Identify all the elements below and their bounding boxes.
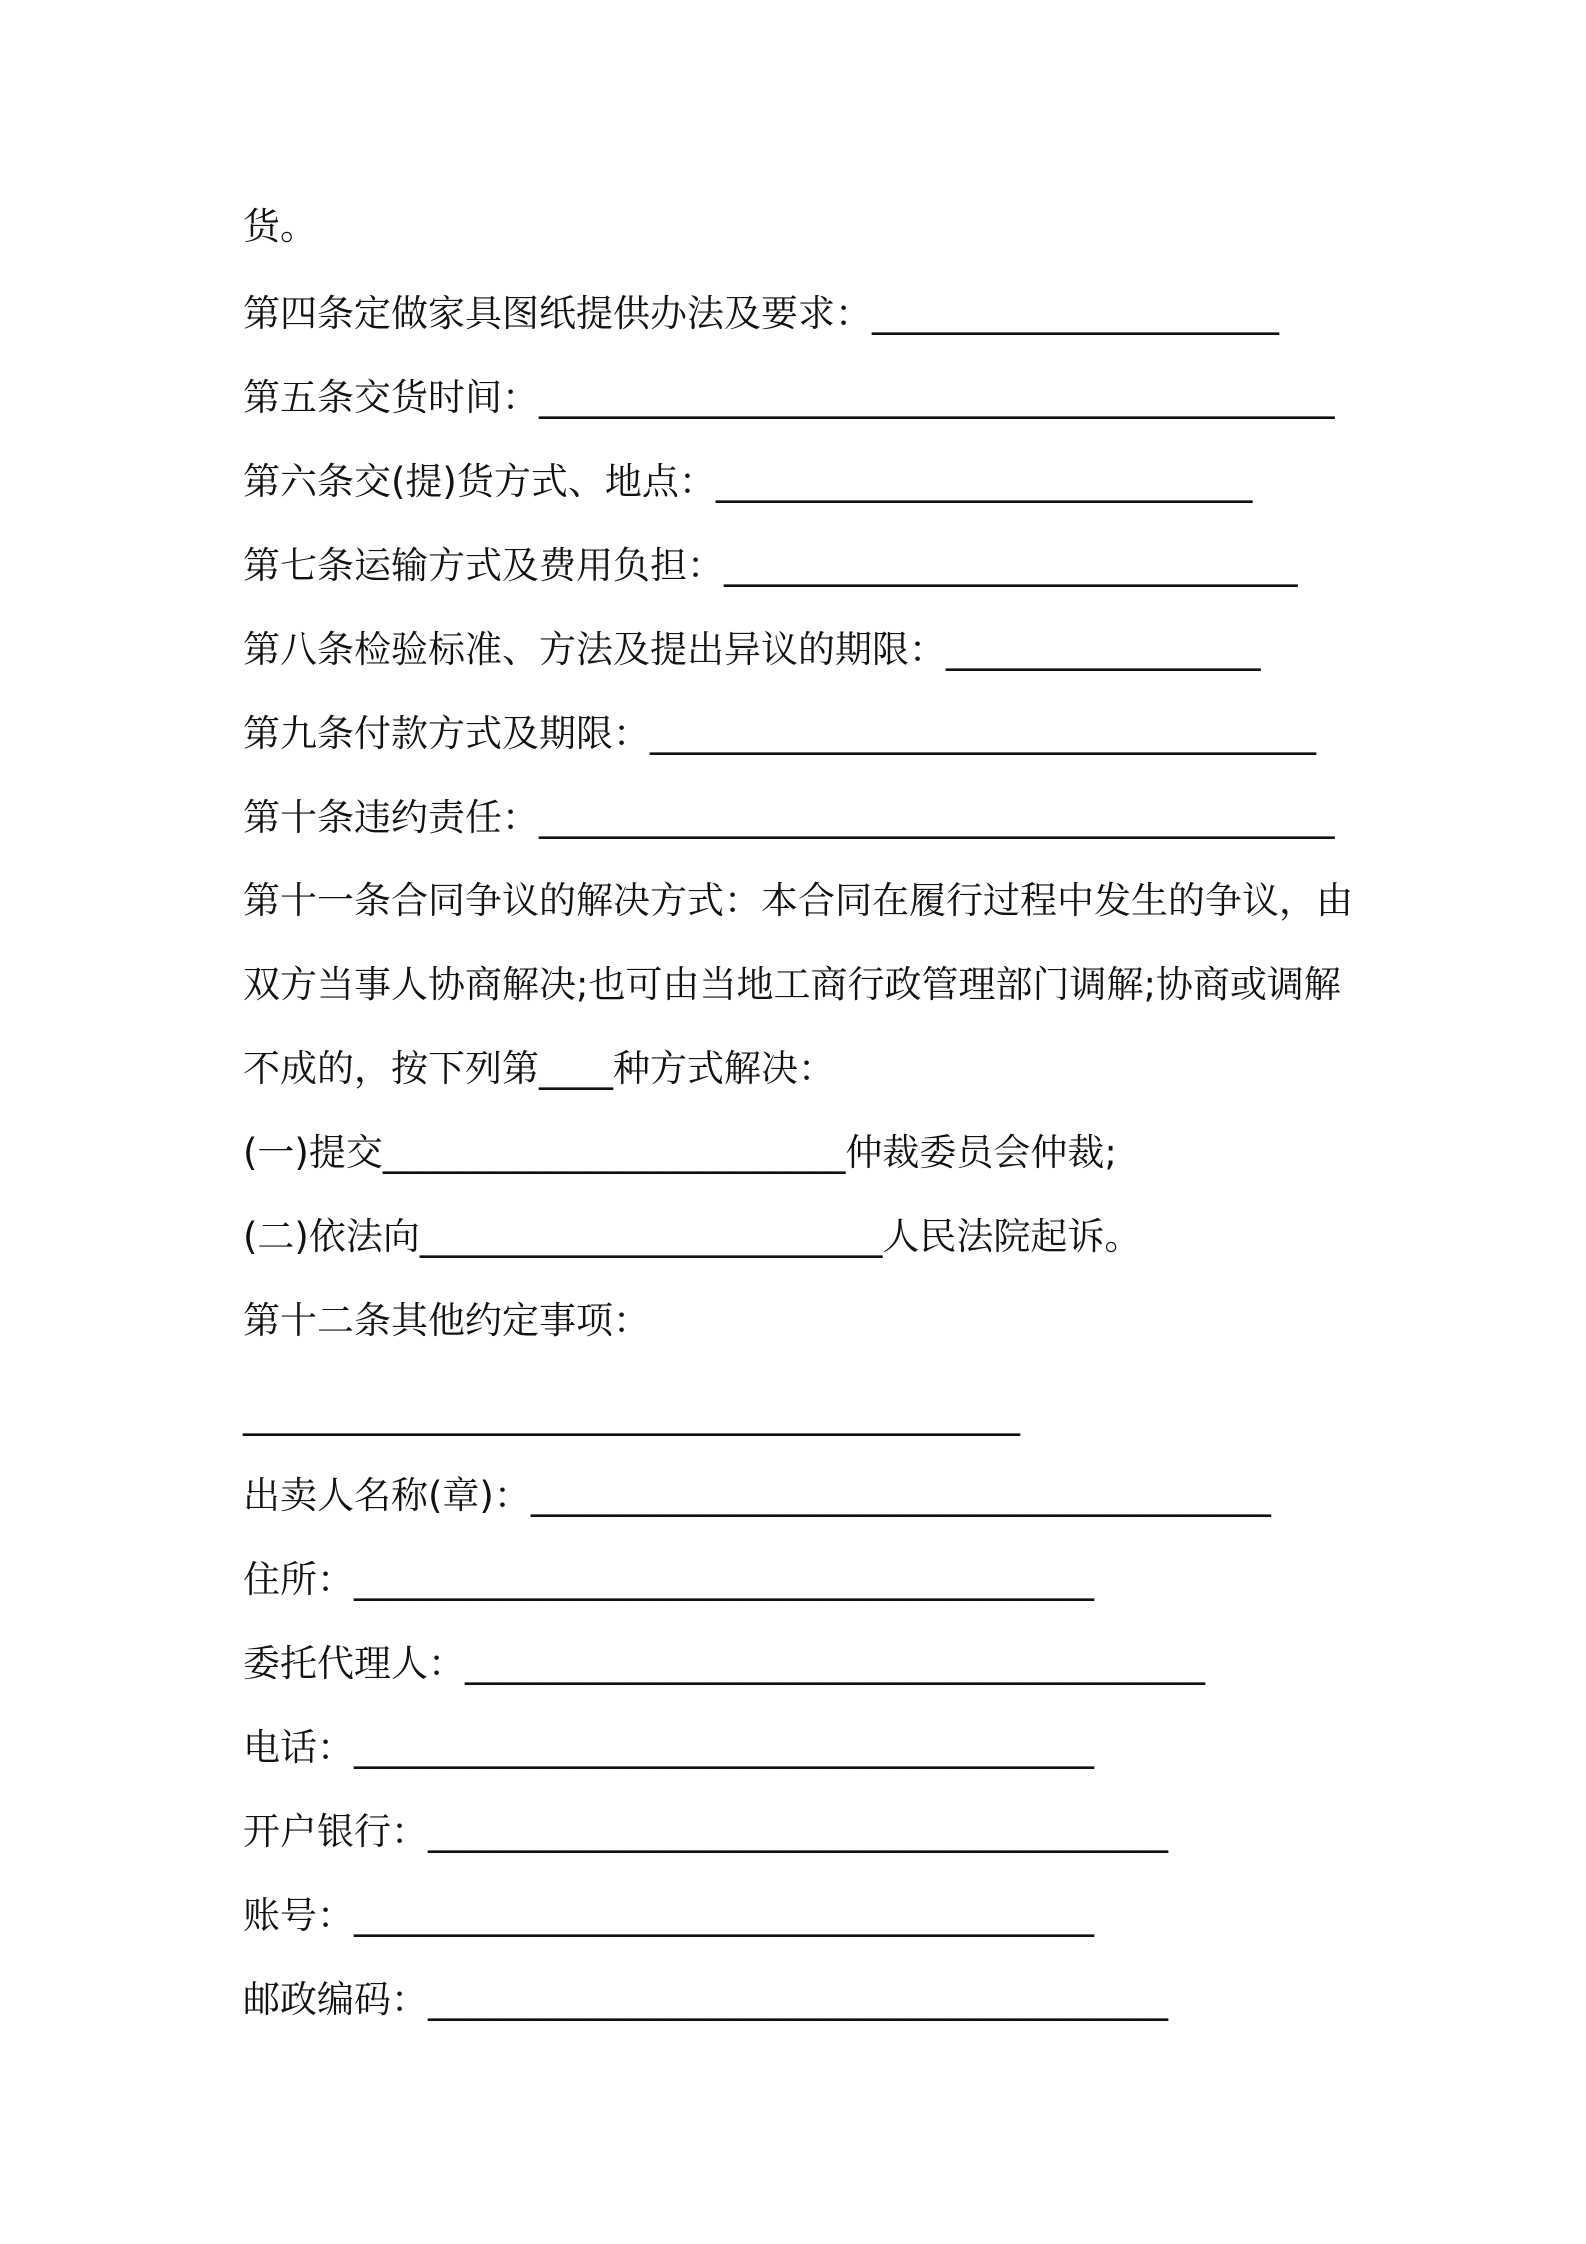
text-line-address: 住所：________________________________________ bbox=[243, 1558, 1094, 1601]
text-line-article-5: 第五条交货时间：___________________________________________ bbox=[243, 376, 1335, 419]
text-line-article-4: 第四条定做家具图纸提供办法及要求：______________________ bbox=[243, 292, 1279, 335]
text-line-article-9: 第九条付款方式及期限：____________________________________ bbox=[243, 712, 1316, 755]
text-line-article-11-c: 不成的，按下列第____种方式解决： bbox=[243, 1047, 835, 1090]
text-line-article-11-b: 双方当事人协商解决;也可由当地工商行政管理部门调解;协商或调解 bbox=[243, 963, 1341, 1006]
text-line-bank: 开户银行：________________________________________ bbox=[243, 1810, 1168, 1853]
text-line-article-8: 第八条检验标准、方法及提出异议的期限：_________________ bbox=[243, 628, 1261, 671]
text-line-article-7: 第七条运输方式及费用负担：_______________________________ bbox=[243, 544, 1298, 587]
text-line-1: 货。 bbox=[243, 205, 317, 248]
text-line-article-6: 第六条交(提)货方式、地点：_____________________________ bbox=[243, 460, 1253, 503]
text-line-article-12: 第十二条其他约定事项： bbox=[243, 1299, 650, 1342]
text-line-phone: 电话：________________________________________ bbox=[243, 1726, 1094, 1769]
text-line-article-10: 第十条违约责任：___________________________________________ bbox=[243, 796, 1335, 839]
text-line-option-2: (二)依法向_________________________人民法院起诉。 bbox=[243, 1215, 1142, 1258]
text-line-article-11-a: 第十一条合同争议的解决方式：本合同在履行过程中发生的争议，由 bbox=[243, 879, 1353, 922]
text-line-agent: 委托代理人：________________________________________ bbox=[243, 1642, 1205, 1685]
text-line-postcode: 邮政编码：________________________________________ bbox=[243, 1978, 1168, 2021]
text-line-seller-name: 出卖人名称(章)：________________________________________ bbox=[243, 1474, 1271, 1517]
text-line-account: 账号：________________________________________ bbox=[243, 1894, 1094, 1937]
text-line-blank: __________________________________________ bbox=[243, 1393, 1020, 1436]
text-line-option-1: (一)提交_________________________仲裁委员会仲裁; bbox=[243, 1131, 1117, 1174]
